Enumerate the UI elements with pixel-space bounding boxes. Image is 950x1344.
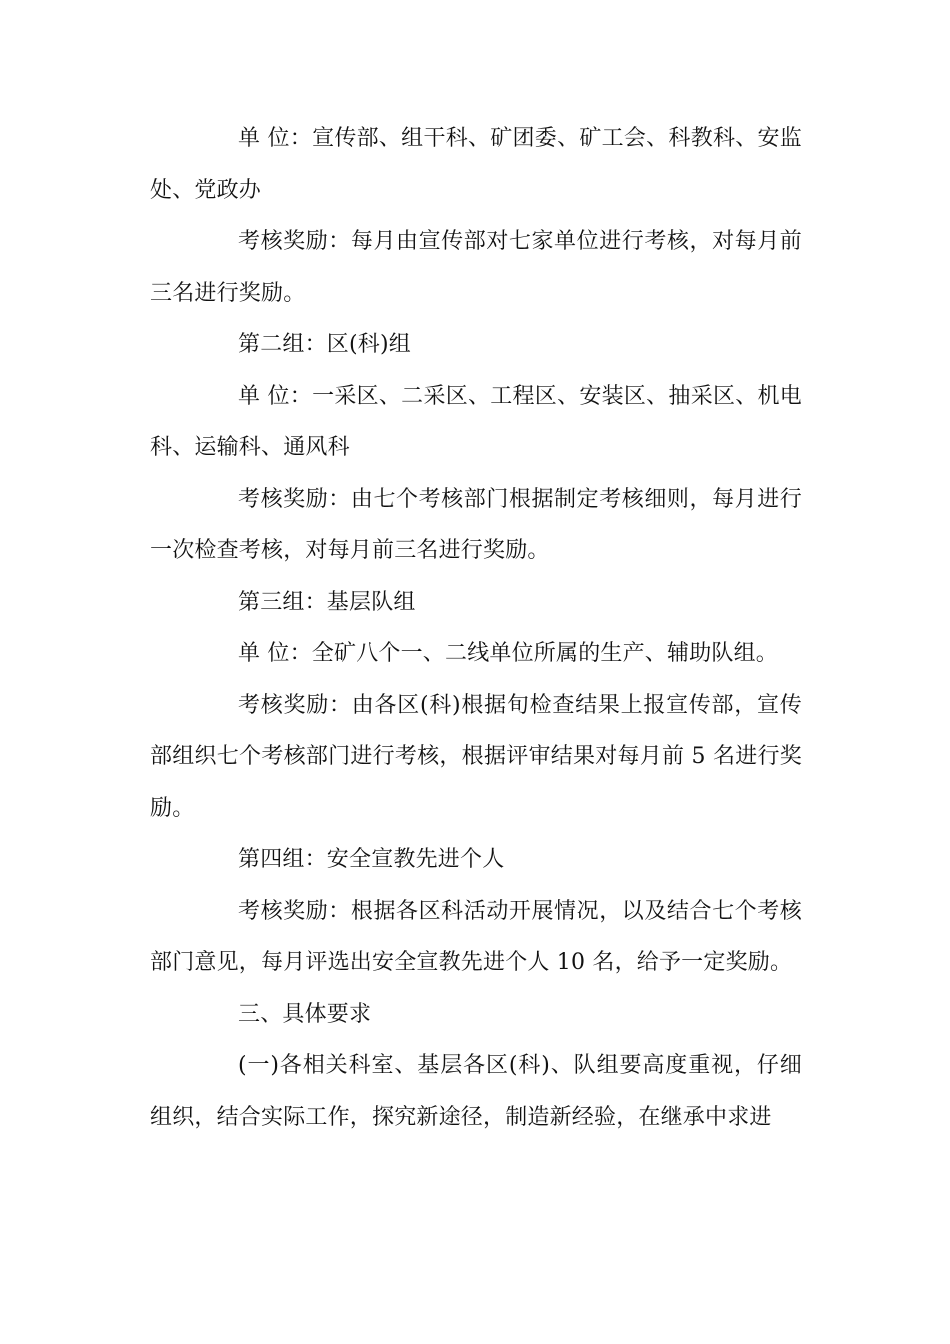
paragraph-group2-units: 单 位：一采区、二采区、工程区、安装区、抽采区、机电科、运输科、通风科 xyxy=(150,383,802,460)
document-page xyxy=(150,113,802,1143)
paragraph-group3-units: 单 位：全矿八个一、二线单位所属的生产、辅助队组。 xyxy=(238,641,778,666)
heading-group3: 第三组：基层队组 xyxy=(238,589,416,615)
paragraph-group1-units: 单 位：宣传部、组干科、矿团委、矿工会、科教科、安监处、党政办 xyxy=(150,126,802,203)
paragraph-group3-reward: 考核奖励：由各区(科)根据旬检查结果上报宣传部，宣传部组织七个考核部门进行考核，根据评审结果对每月前 5 名进行奖励。 xyxy=(150,692,802,821)
paragraph-group4-reward: 考核奖励：根据各区科活动开展情况，以及结合七个考核部门意见，每月评选出安全宣教先进个人 10 名，给予一定奖励。 xyxy=(150,898,802,975)
paragraph-group2-reward: 考核奖励：由七个考核部门根据制定考核细则，每月进行一次检查考核，对每月前三名进行奖励。 xyxy=(150,486,802,563)
heading-group4: 第四组：安全宣教先进个人 xyxy=(238,847,505,872)
paragraph-requirement-1: (一)各相关科室、基层各区(科)、队组要高度重视，仔细组织，结合实际工作，探究新途径，制造新经验，在继承中求进 xyxy=(150,1053,802,1130)
section-heading-requirements: 三、具体要求 xyxy=(238,1001,372,1027)
heading-group2: 第二组：区(科)组 xyxy=(238,332,411,357)
paragraph-group1-reward: 考核奖励：每月由宣传部对七家单位进行考核，对每月前三名进行奖励。 xyxy=(150,229,802,306)
